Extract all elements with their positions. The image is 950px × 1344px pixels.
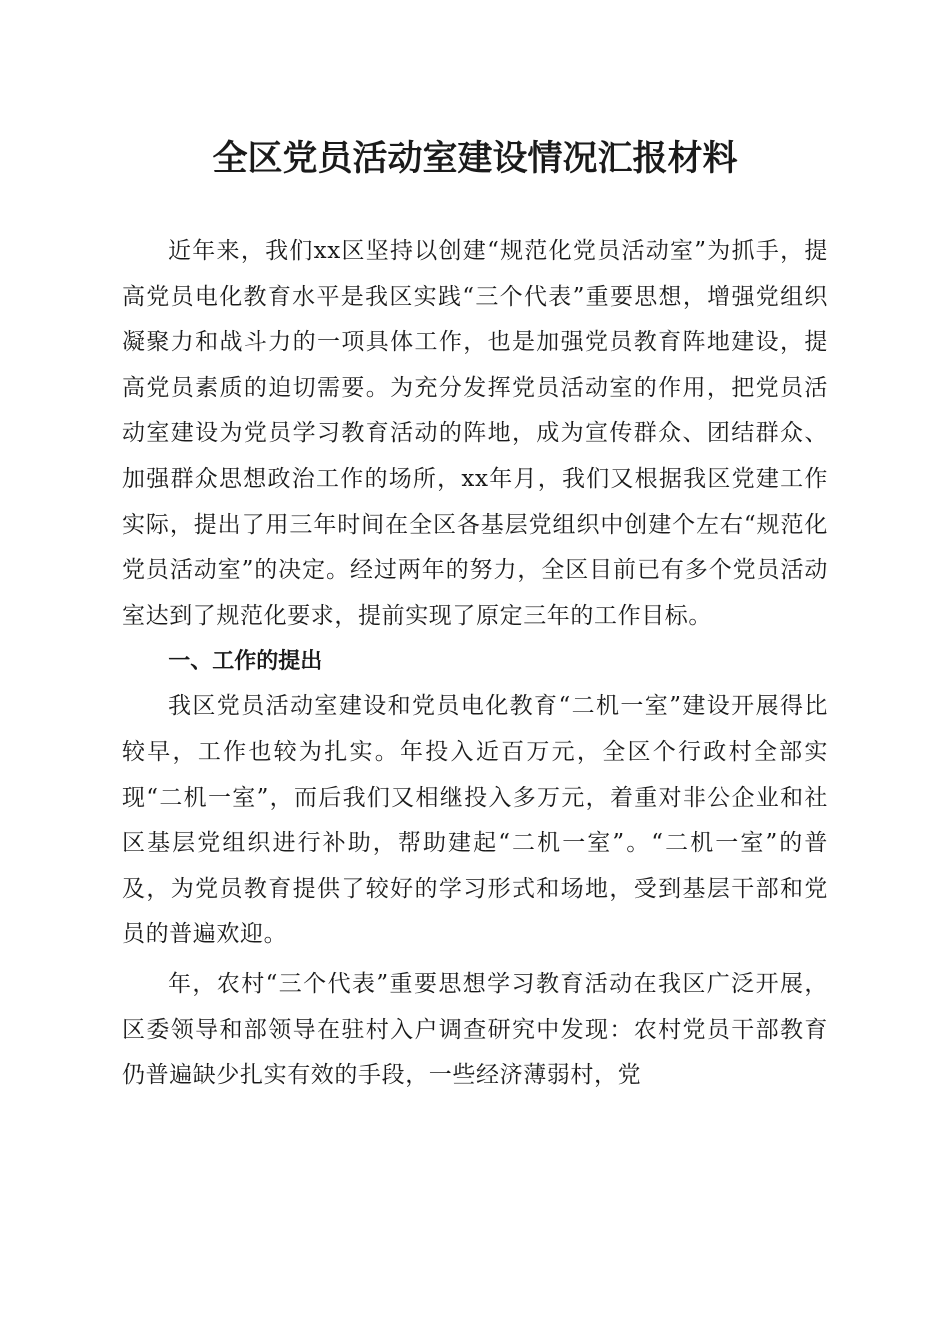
document-title: 全区党员活动室建设情况汇报材料 bbox=[212, 138, 738, 179]
section1-paragraph-2: 年，农村“三个代表”重要思想学习教育活动在我区广泛开展，区委领导和部领导在驻村入户调查研究中发现：农村党员干部教育仍普遍缺少扎实有效的手段，一些经济薄弱村，党 bbox=[122, 970, 828, 1089]
intro-paragraph: 近年来，我们xx区坚持以创建“规范化党员活动室”为抓手，提高党员电化教育水平是我区实践“三个代表”重要思想，增强党组织凝聚力和战斗力的一项具体工作，也是加强党员教育阵地建设，提高党员素质的迫切需要。为充分发挥党员活动室的作用，把党员活动室建设为党员学习教育活动的阵地，成为宣传群众、团结群众、加强群众思想政治工作的场所，xx年月，我们又根据我区党建工作实际，提出了用三年时间在全区各基层党组织中创建个左右“规范化党员活动室”的决定。经过两年的努力，全区目前已有多个党员活动室达到了规范化要求，提前实现了原定三年的工作目标。 bbox=[122, 238, 828, 629]
section-heading-1: 一、工作的提出 bbox=[168, 649, 323, 675]
document-body bbox=[122, 229, 828, 1099]
section1-paragraph-1: 我区党员活动室建设和党员电化教育“二机一室”建设开展得比较早，工作也较为扎实。年投入近百万元，全区个行政村全部实现“二机一室”，而后我们又相继投入多万元，着重对非公企业和社区基层党组织进行补助，帮助建起“二机一室”。“二机一室”的普及，为党员教育提供了较好的学习形式和场地，受到基层干部和党员的普遍欢迎。 bbox=[122, 693, 828, 948]
